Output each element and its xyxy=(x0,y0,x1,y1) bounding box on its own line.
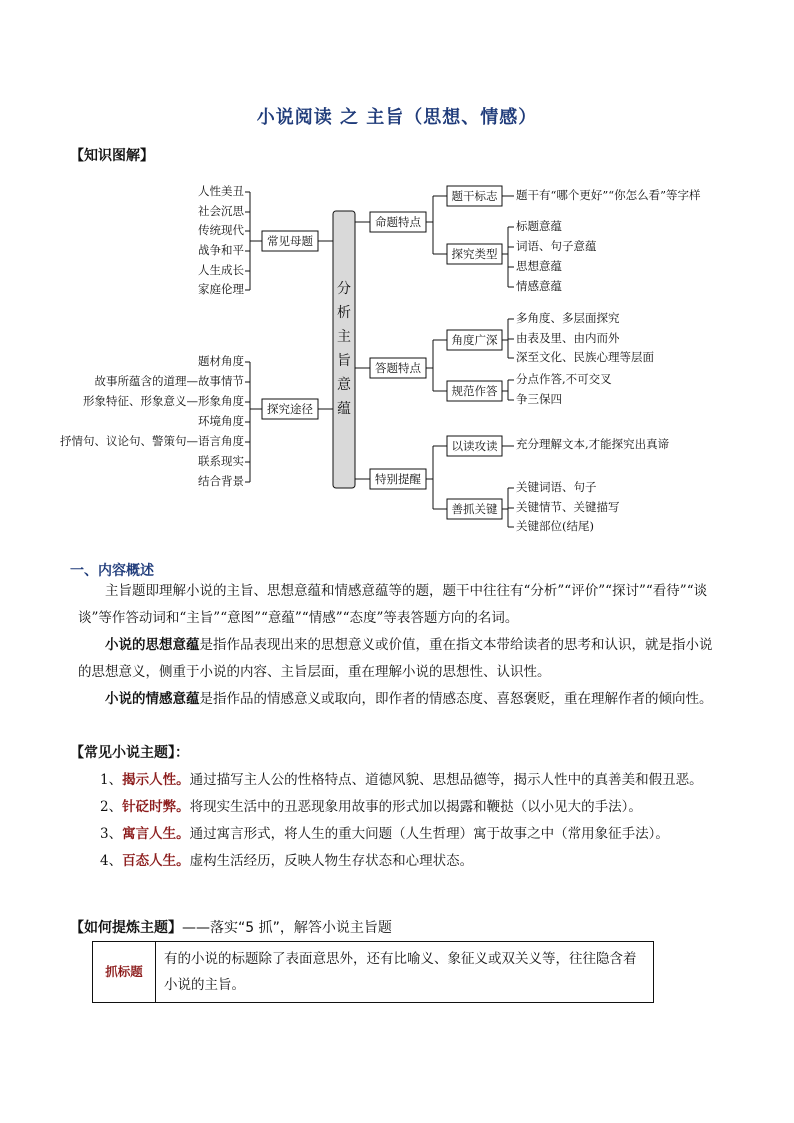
overview-heading: 一、内容概述 xyxy=(70,563,154,579)
sub-label: 角度广深 xyxy=(451,333,498,347)
left-item: 故事所蕴含的道理—故事情节 xyxy=(94,374,244,388)
row-text: 有的小说的标题除了表面意思外，还有比喻义、象征义或双关义等，往往隐含着小说的主旨。 xyxy=(156,942,654,1003)
sub-item: 情感意蕴 xyxy=(516,279,562,293)
center-box xyxy=(333,211,355,488)
theme-key: 寓言人生。 xyxy=(122,826,190,842)
left-item: 传统现代 xyxy=(198,223,244,237)
theme-item xyxy=(100,821,720,848)
theme-key: 揭示人性。 xyxy=(122,772,190,788)
left-item: 人生成长 xyxy=(198,263,244,277)
overview-paragraph-2: 小说的思想意蕴是指作品表现出来的思想意义或价值，重在指文本带给读者的思考和认识，就是指小说的思想意义，侧重于小说的内容、主旨层面，重在理解小说的思想性、认识性。 xyxy=(78,637,713,680)
overview-paragraph-3: 小说的情感意蕴是指作品的情感意义或取向，即作者的情感态度、喜怒褒贬，重在理解作者的倾向性。 xyxy=(105,691,713,707)
theme-text: 通过寓言形式，将人生的重大问题（人生哲理）寓于故事之中（常用象征手法）。 xyxy=(189,826,669,842)
theme-key: 针砭时弊。 xyxy=(122,799,190,815)
theme-number: 3、 xyxy=(100,826,123,842)
extract-table xyxy=(92,941,654,1003)
left-group-label: 探究途径 xyxy=(267,402,313,416)
left-item: 战争和平 xyxy=(198,243,244,257)
sub-label: 探究类型 xyxy=(451,247,498,261)
emotion-term: 小说的情感意蕴 xyxy=(105,691,200,707)
sub-item: 词语、句子意蕴 xyxy=(516,239,597,253)
sub-item: 多角度、多层面探究 xyxy=(516,311,620,325)
right-group-label: 答题特点 xyxy=(375,361,421,375)
sub-label: 规范作答 xyxy=(451,384,498,398)
left-group-label: 常见母题 xyxy=(267,234,313,248)
sub-item: 由表及里、由内而外 xyxy=(516,331,620,345)
center-char: 析 xyxy=(337,305,351,321)
sub-item: 思想意蕴 xyxy=(516,259,562,273)
table-row xyxy=(93,942,654,1003)
sub-item: 分点作答,不可交叉 xyxy=(516,372,612,386)
themes-heading: 【常见小说主题】： xyxy=(70,745,189,761)
theme-number: 2、 xyxy=(100,799,123,815)
row-label: 抓标题 xyxy=(93,942,156,1003)
left-item: 抒情句、议论句、警策句—语言角度 xyxy=(60,434,244,448)
sub-item: 关键情节、关键描写 xyxy=(516,500,620,514)
left-item: 结合背景 xyxy=(198,474,244,488)
center-char: 意 xyxy=(337,377,351,393)
left-item: 形象特征、形象意义—形象角度 xyxy=(83,394,244,408)
mind-map xyxy=(0,0,794,560)
center-char: 蕴 xyxy=(337,401,351,417)
theme-item xyxy=(100,848,720,875)
sub-item: 深至文化、民族心理等层面 xyxy=(516,350,654,364)
right-group-label: 命题特点 xyxy=(375,215,421,229)
theme-text: 通过描写主人公的性格特点、道德风貌、思想品德等，揭示人性中的真善美和假丑恶。 xyxy=(189,772,703,788)
left-item: 社会沉思 xyxy=(198,204,244,218)
theme-text: 虚构生活经历，反映人物生存状态和心理状态。 xyxy=(189,853,474,869)
left-item: 联系现实 xyxy=(198,454,244,468)
sub-item: 关键词语、句子 xyxy=(516,480,597,494)
sub-item: 关键部位(结尾) xyxy=(516,519,594,533)
theme-item xyxy=(100,767,720,794)
thought-term: 小说的思想意蕴 xyxy=(105,637,200,653)
left-item: 人性美丑 xyxy=(198,184,244,198)
sub-label: 以读攻读 xyxy=(451,439,498,453)
theme-item xyxy=(100,794,720,821)
center-char: 分 xyxy=(337,281,351,297)
sub-item: 题干有“哪个更好”“你怎么看”等字样 xyxy=(516,188,701,202)
sub-item: 标题意蕴 xyxy=(516,219,562,233)
extract-heading: 【如何提炼主题】——落实“5 抓”，解答小说主旨题 xyxy=(70,920,392,936)
center-char: 旨 xyxy=(337,353,351,369)
sub-item: 争三保四 xyxy=(516,392,562,406)
theme-text: 将现实生活中的丑恶现象用故事的形式加以揭露和鞭挞（以小见大的手法）。 xyxy=(189,799,642,815)
theme-number: 4、 xyxy=(100,853,123,869)
right-group-label: 特别提醒 xyxy=(375,472,421,486)
sub-label: 题干标志 xyxy=(451,189,498,203)
left-item: 家庭伦理 xyxy=(198,282,244,296)
left-item: 环境角度 xyxy=(198,414,244,428)
overview-paragraph-1: 主旨题即理解小说的主旨、思想意蕴和情感意蕴等的题，题干中往往有“分析”“评价”“探讨”“看待”“谈谈”等作答动词和“主旨”“意图”“意蕴”“情感”“态度”等表答题方向的名词。 xyxy=(78,583,708,626)
sub-label: 善抓关键 xyxy=(451,502,498,516)
sub-item: 充分理解文本,才能探究出真谛 xyxy=(516,437,670,451)
theme-key: 百态人生。 xyxy=(122,853,190,869)
knowledge-heading: 【知识图解】 xyxy=(70,148,154,164)
left-item: 题材角度 xyxy=(198,354,244,368)
page-title: 小说阅读 之 主旨（思想、情感） xyxy=(256,107,538,128)
center-char: 主 xyxy=(337,329,351,345)
theme-number: 1、 xyxy=(100,772,123,788)
